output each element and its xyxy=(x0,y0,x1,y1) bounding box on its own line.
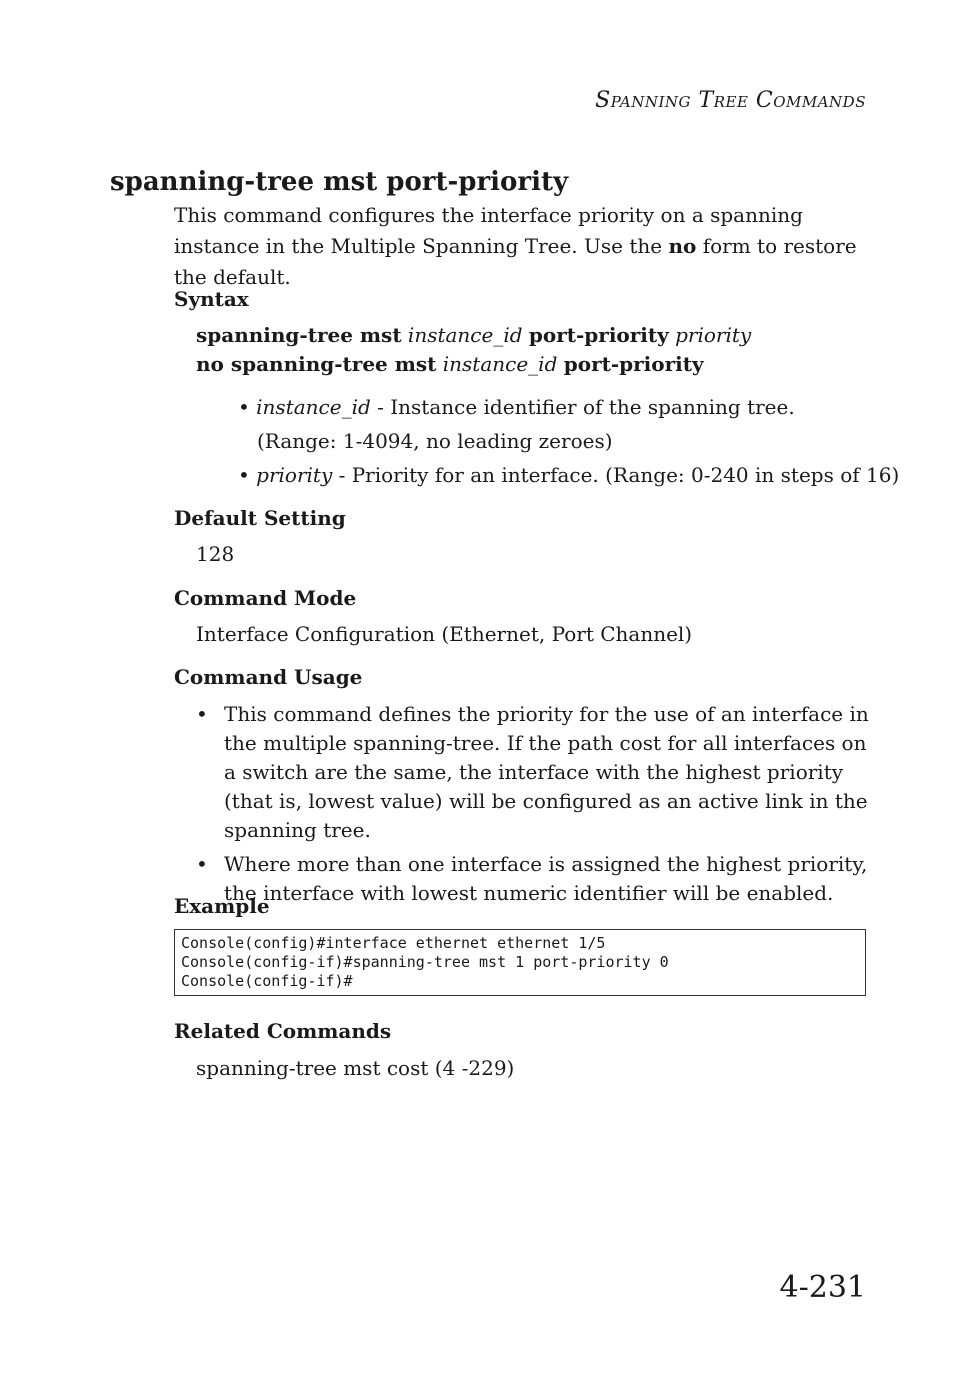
running-head: Spanning Tree Commands xyxy=(595,88,866,113)
syntax-line-1 xyxy=(196,323,751,347)
list-item-text: This command defines the priority for the use of an interface in the multiple spanning-tree. If the path cost for all interfaces on a switch are the same, the interface with the highest priority (that is, lowest value) will be configured as an active link in the spanning tree. xyxy=(224,702,869,842)
param-range: (Range: 1-4094, no leading zeroes) xyxy=(257,429,613,453)
param-priority xyxy=(238,463,899,487)
bullet-icon: • xyxy=(196,702,208,726)
example-heading: Example xyxy=(174,894,270,918)
command-mode-heading: Command Mode xyxy=(174,586,357,610)
code-line: Console(config-if)#spanning-tree mst 1 port-priority 0 xyxy=(181,953,669,971)
description-text-2: form to restore the default. xyxy=(174,234,857,289)
param-instance-id xyxy=(238,395,795,419)
description xyxy=(174,200,874,293)
bullet-icon: • xyxy=(238,395,250,419)
description-text-1: This command configures the interface priority on a spanning instance in the Multiple Spanning Tree. Use the xyxy=(174,203,803,258)
syntax-arg: instance_id xyxy=(442,352,558,376)
related-commands-heading: Related Commands xyxy=(174,1019,392,1043)
syntax-cmd: port-priority xyxy=(563,352,704,376)
syntax-heading: Syntax xyxy=(174,287,249,311)
default-setting-value: 128 xyxy=(196,542,235,566)
related-command-link: spanning-tree mst cost (4 -229) xyxy=(196,1056,515,1080)
page-number: 4-231 xyxy=(779,1270,866,1305)
page-title: spanning-tree mst port-priority xyxy=(110,167,569,197)
description-bold: no xyxy=(668,234,697,258)
param-name: instance_id xyxy=(256,395,371,419)
command-mode-value: Interface Configuration (Ethernet, Port Channel) xyxy=(196,622,693,646)
syntax-arg: instance_id xyxy=(407,323,523,347)
bullet-icon: • xyxy=(238,463,250,487)
default-setting-heading: Default Setting xyxy=(174,506,346,530)
syntax-line-2 xyxy=(196,352,704,376)
syntax-cmd: spanning-tree mst xyxy=(196,323,402,347)
syntax-arg: priority xyxy=(675,323,752,347)
list-item xyxy=(196,700,876,845)
command-usage-list xyxy=(196,700,876,908)
list-item xyxy=(196,850,876,908)
example-code-block xyxy=(174,929,866,996)
bullet-icon: • xyxy=(196,852,208,876)
syntax-cmd: port-priority xyxy=(528,323,669,347)
param-text: - Priority for an interface. (Range: 0-240 in steps of 16) xyxy=(332,463,900,487)
param-text: - Instance identifier of the spanning tree. xyxy=(370,395,795,419)
syntax-cmd: no spanning-tree mst xyxy=(196,352,437,376)
code-line: Console(config-if)# xyxy=(181,972,353,990)
param-name: priority xyxy=(256,463,333,487)
command-usage-heading: Command Usage xyxy=(174,665,363,689)
list-item-text: Where more than one interface is assigned the highest priority, the interface with lowest numeric identifier will be enabled. xyxy=(224,852,868,905)
code-line: Console(config)#interface ethernet ethernet 1/5 xyxy=(181,934,606,952)
